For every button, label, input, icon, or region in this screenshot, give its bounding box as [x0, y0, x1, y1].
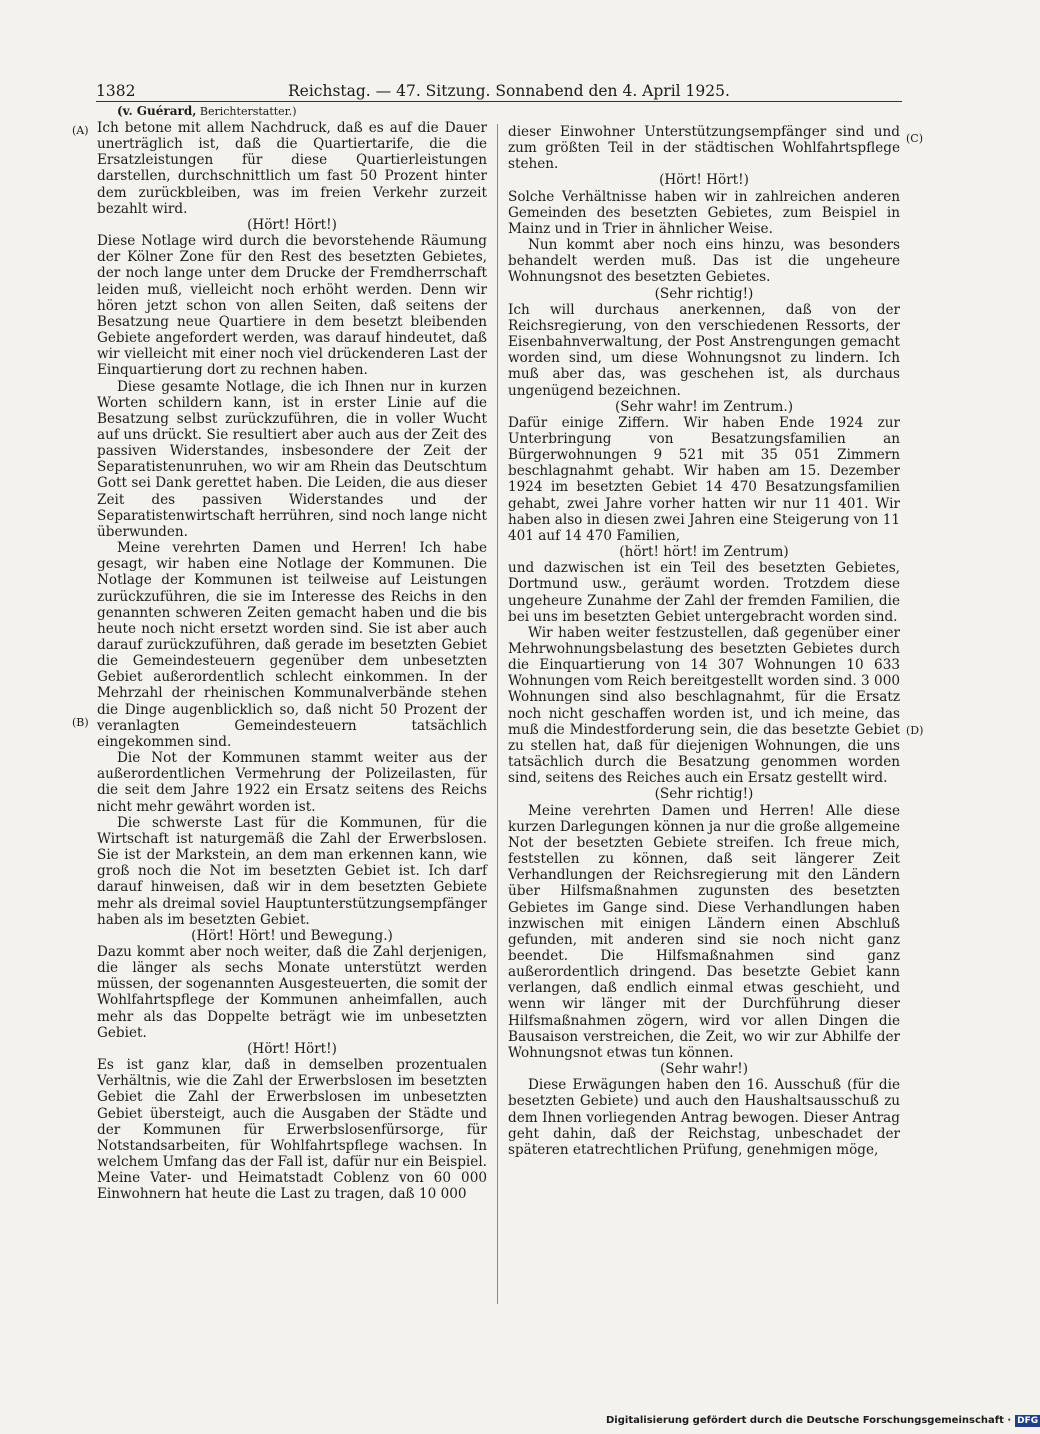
paragraph: und dazwischen ist ein Teil des besetzten Gebietes, Dortmund usw., geräumt worden. Trotzdem diese ungeheure Zunahme der Zahl der fremden Familien, die bei uns im besetzten Gebiet untergebracht worden sind. — [508, 560, 900, 625]
paragraph: Diese Erwägungen haben den 16. Ausschuß (für die besetzten Gebiete) und auch den Haushaltsausschuß zu dem Ihnen vorliegenden Antrag bewogen. Dieser Antrag geht dahin, daß der Reichstag, unbeschadet der späteren etatrechtlichen Prüfung, genehmigen möge, — [508, 1077, 900, 1158]
page-title: Reichstag. — 47. Sitzung. Sonnabend den 4. April 1925. — [288, 82, 730, 100]
paragraph: Meine verehrten Damen und Herren! Ich habe gesagt, wir haben eine Notlage der Kommunen. Die Notlage der Kommunen ist teilweise auf Leistungen zurückzuführen, die sie im Interesse des Reichs in den genannten schweren Zeiten gemacht haben und die bis heute noch nicht ersetzt worden sind. Sie ist aber auch darauf zurückzuführen, daß gerade im besetzten Gebiet die Gemeindesteuern gegenüber dem unbesetzten Gebiet außerordentlich schlecht einkommen. In der Mehrzahl der rheinischen Kommunalverbände stehen die Dinge augenblicklich so, daß nicht 50 Prozent der veranlagten Gemeindesteuern tatsächlich eingekommen sind. — [97, 540, 487, 750]
paragraph: Dafür einige Ziffern. Wir haben Ende 1924 zur Unterbringung von Besatzungsfamilien an Bürgerwohnungen 9 521 mit 35 051 Zimmern beschlagnahmt gehabt. Wir haben am 15. Dezember 1924 im besetzten Gebiet 14 470 Besatzungsfamilien gehabt, zwei Jahre vorher hatten wir nur 11 401. Wir haben also in diesen zwei Jahren eine Steigerung von 11 401 auf 14 470 Familien, — [508, 414, 900, 544]
digitization-credit — [606, 1414, 1039, 1428]
speaker-line — [97, 103, 487, 120]
header-rule — [96, 101, 902, 102]
speaker-role: Berichterstatter.) — [199, 105, 297, 118]
paragraph: Diese Notlage wird durch die bevorstehende Räumung der Kölner Zone für den Rest des besetzten Gebietes, der noch lange unter dem Drucke der Fremdherrschaft leiden muß, vielleicht noch erhöht werden. Denn wir hören jetzt schon von allen Seiten, daß seitens der Besatzung neue Quartiere in dem besetzt bleibenden Gebiete angefordert werden, was darauf hindeutet, daß wir vielleicht mit einer noch viel drückenderen Last der Einquartierung dort zu rechnen haben. — [97, 233, 487, 379]
interjection: (Sehr richtig!) — [654, 285, 754, 302]
paragraph: Die Not der Kommunen stammt weiter aus der außerordentlichen Vermehrung der Polizeilasten, für die seit dem Jahre 1922 ein Ersatz seitens des Reichs nicht mehr gewährt worden ist. — [97, 750, 487, 815]
right-column — [508, 124, 900, 1158]
paragraph: Dazu kommt aber noch weiter, daß die Zahl derjenigen, die länger als sechs Monate unterstützt werden müssen, der sogenannten Ausgesteuerten, die somit der Wohlfahrtspflege der Kommunen anheimfallen, auch mehr als das Doppelte beträgt wie im unbesetzten Gebiet. — [97, 943, 487, 1041]
interjection: (Sehr wahr!) — [660, 1061, 748, 1078]
margin-letter-d: (D) — [906, 724, 924, 737]
paragraph: dieser Einwohner Unterstützungsempfänger sind und zum größten Teil in der städtischen Wohlfahrtspflege stehen. — [508, 124, 900, 173]
paragraph: Solche Verhältnisse haben wir in zahlreichen anderen Gemeinden des besetzten Gebietes, zum Beispiel in Mainz und in Trier in ähnlicher Weise. — [508, 188, 900, 237]
interjection: (Hört! Hört!) — [247, 216, 337, 233]
margin-letter-b: (B) — [72, 716, 89, 729]
paragraph: Es ist ganz klar, daß in demselben prozentualen Verhältnis, wie die Zahl der Erwerbslosen im besetzten Gebiet die Zahl der Erwerbslosen im unbesetzten Gebiet übersteigt, auch die Ausgaben der Städte und der Kommunen für Erwerbslosenfürsorge, für Notstandsarbeiten, für Wohlfahrtspflege wachsen. In welchem Umfang das der Fall ist, dafür nur ein Beispiel. Meine Vater- und Heimatstadt Coblenz von 60 000 Einwohnern hat heute die Last zu tragen, daß 10 000 — [97, 1057, 487, 1203]
paragraph: Meine verehrten Damen und Herren! Alle diese kurzen Darlegungen können ja nur die große allgemeine Not der besetzten Gebiete streifen. Ich freue mich, feststellen zu können, daß seit längerer Zeit Verhandlungen der Reichsregierung mit den Ländern über Hilfsmaßnahmen zugunsten des besetzten Gebietes im Gange sind. Diese Verhandlungen haben inzwischen mit einigen Ländern einen Abschluß gefunden, mit anderen sind sie noch nicht ganz beendet. Die Hilfsmaßnahmen sind ganz außerordentlich dringend. Das besetzte Gebiet kann verlangen, daß endlich einmal etwas geschieht, und wenn wir länger mit der Durchführung dieser Hilfsmaßnahmen zögern, wird vor allen Dingen die Bausaison verstreichen, die Zeit, wo wir zur Abhilfe der Wohnungsnot etwas tun können. — [508, 802, 900, 1061]
interjection: (Sehr wahr! im Zentrum.) — [614, 398, 794, 415]
dfg-logo: DFG — [1017, 1416, 1039, 1426]
paragraph: Diese gesamte Notlage, die ich Ihnen nur in kurzen Worten schildern kann, ist in erster Linie auf die Besatzung selbst zurückzuführen, die in voller Wucht auf uns drückt. Sie resultiert aber auch aus der Zeit des passiven Widerstandes, insbesondere der Zeit der Separatistenunruhen, wo wir am Rhein das Deutschtum Gott sei Dank gerettet haben. Die Leiden, die aus dieser Zeit des passiven Widerstandes und der Separatistenwirtschaft herrühren, sind noch lange nicht überwunden. — [97, 378, 487, 540]
left-column — [97, 103, 487, 1202]
column-divider — [497, 124, 498, 1304]
margin-letter-c: (C) — [906, 132, 923, 145]
speaker-name: (v. Guérard, — [117, 104, 197, 118]
paragraph: Die schwerste Last für die Kommunen, für die Wirtschaft ist naturgemäß die Zahl der Erwerbslosen. Sie ist der Markstein, an dem man erkennen kann, wie groß noch die Not im besetzten Gebiet ist. Ich darf darauf hinweisen, daß wir in dem besetzten Gebiete mehr als dreimal soviel Hauptunterstützungsempfänger haben als im besetzten Gebiet. — [97, 814, 487, 928]
interjection: (Hört! Hört!) — [659, 172, 749, 189]
interjection: (hört! hört! im Zentrum) — [619, 544, 789, 561]
right-column-text — [508, 124, 900, 1158]
page-number: 1382 — [96, 82, 136, 100]
interjection: (Sehr richtig!) — [654, 786, 754, 803]
interjection: (Hört! Hört! und Bewegung.) — [191, 927, 393, 944]
margin-letter-a: (A) — [72, 124, 89, 137]
left-column-text — [97, 120, 487, 1202]
paragraph: Wir haben weiter festzustellen, daß gegenüber einer Mehrwohnungsbelastung des besetzten Gebietes durch die Einquartierung von 14 307 Wohnungen 10 633 Wohnungen vom Reich bereitgestellt worden sind. 3 000 Wohnungen sind also beschlagnahmt, für die Ersatz noch nicht geschaffen worden ist, und ich meine, das muß die Mindestforderung sein, die das besetzte Gebiet zu stellen hat, daß für diejenigen Wohnungen, die uns tatsächlich durch die Besatzung genommen worden sind, seitens des Reiches auch ein Ersatz gestellt wird. — [508, 624, 900, 787]
paragraph: Nun kommt aber noch eins hinzu, was besonders behandelt werden muß. Das ist die ungeheure Wohnungsnot des besetzten Gebietes. — [508, 237, 900, 286]
interjection: (Hört! Hört!) — [247, 1040, 337, 1057]
paragraph: Ich betone mit allem Nachdruck, daß es auf die Dauer unerträglich ist, daß die Quartiertarife, die die Ersatzleistungen für diese Quartierleistungen darstellen, durchschnittlich um fast 50 Prozent hinter dem zurückbleiben, was im freien Verkehr zurzeit bezahlt wird. — [97, 120, 487, 217]
credit-text: Digitalisierung gefördert durch die Deutsche Forschungsgemeinschaft · — [606, 1415, 1012, 1426]
paragraph: Ich will durchaus anerkennen, daß von der Reichsregierung, von den verschiedenen Ressorts, der Eisenbahnverwaltung, der Post Anstrengungen gemacht worden sind, um diese Wohnungsnot zu lindern. Ich muß aber das, was geschehen ist, als durchaus ungenügend bezeichnen. — [508, 301, 900, 399]
